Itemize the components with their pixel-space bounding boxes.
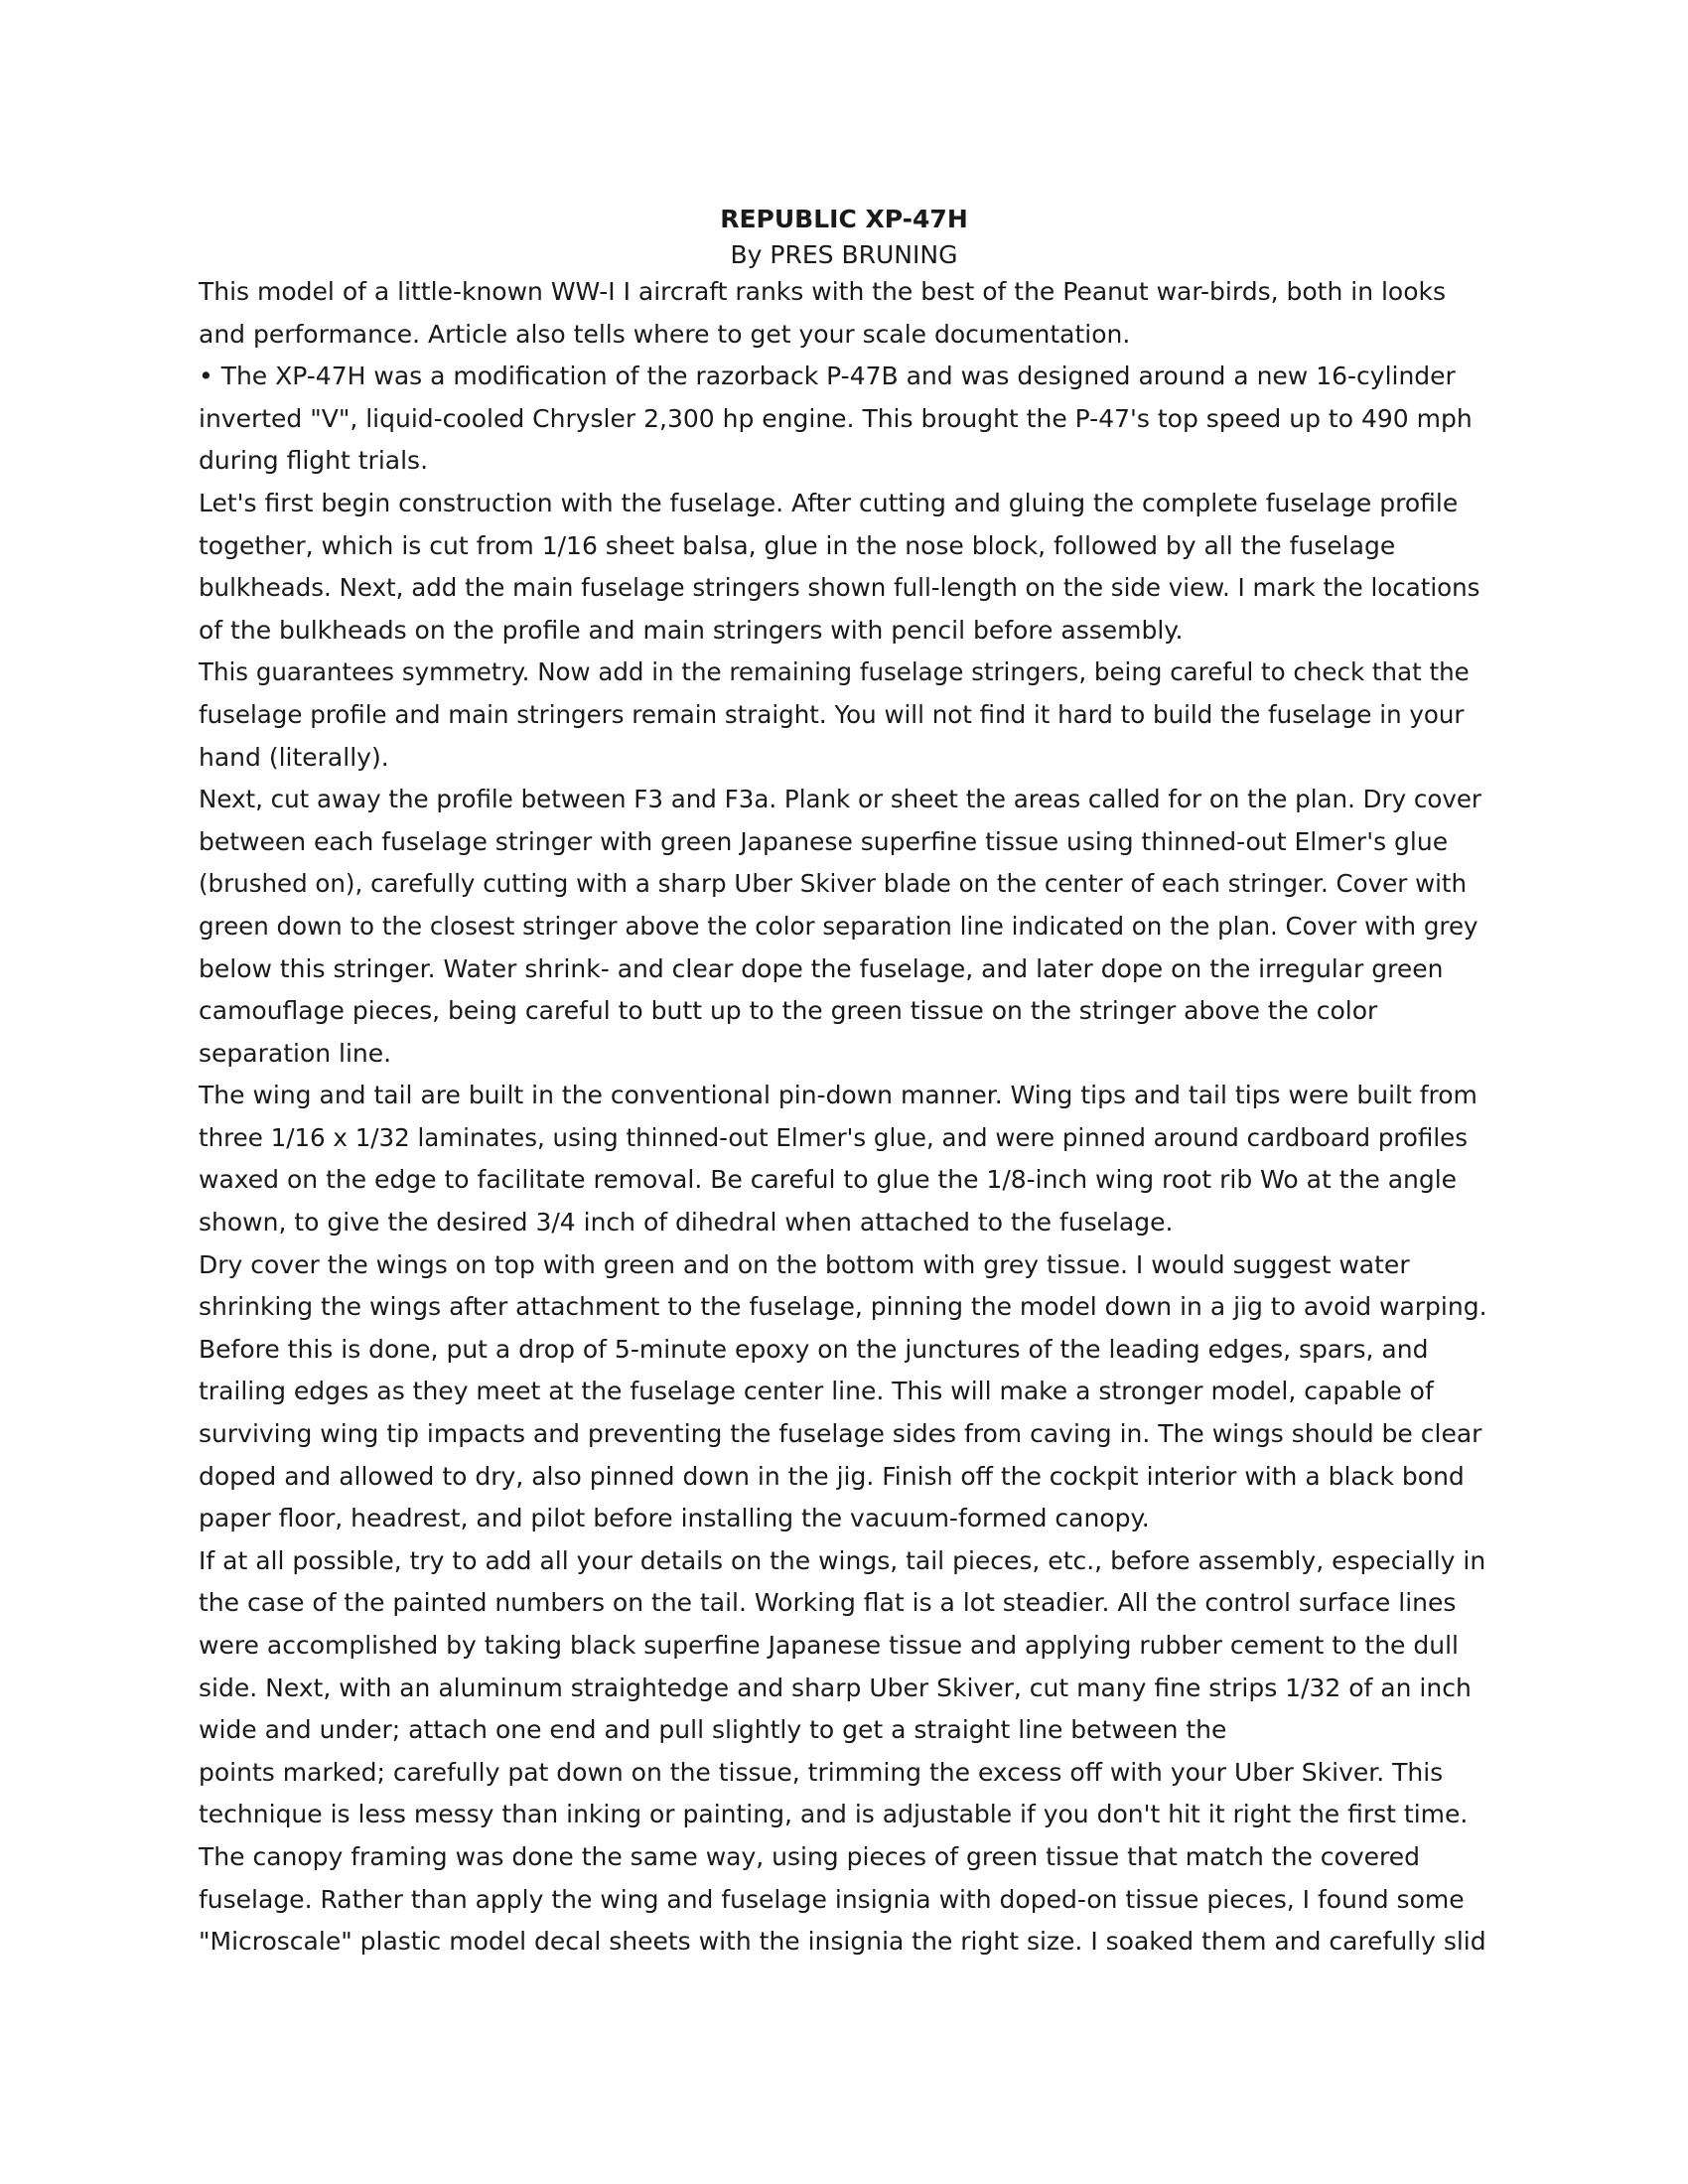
body-text-line: and performance. Article also tells where to get your scale documentation. (199, 319, 1131, 349)
body-text-line: trailing edges as they meet at the fuselage center line. This will make a stronger model, capable of (199, 1377, 1434, 1406)
body-text-line: Next, cut away the profile between F3 and F3a. Plank or sheet the areas called for on the plan. Dry cover (199, 785, 1481, 814)
body-text-line: paper floor, headrest, and pilot before installing the vacuum-formed canopy. (199, 1504, 1150, 1533)
body-text-line: hand (literally). (199, 742, 389, 772)
body-text-line: points marked; carefully pat down on the tissue, trimming the excess off with your Uber Skiver. This (199, 1757, 1444, 1787)
body-text-line: waxed on the edge to facilitate removal. Be careful to glue the 1/8-inch wing root rib Wo at the angle (199, 1165, 1458, 1195)
body-text-line: of the bulkheads on the profile and main stringers with pencil before assembly. (199, 615, 1184, 645)
body-text-line: separation line. (199, 1038, 392, 1068)
body-text-line: the case of the painted numbers on the tail. Working flat is a lot steadier. All the control surface lines (199, 1588, 1457, 1618)
body-text-line: side. Next, with an aluminum straightedge and sharp Uber Skiver, cut many fine strips 1/32 of an inch (199, 1673, 1472, 1702)
body-text-line: This model of a little-known WW-I I aircraft ranks with the best of the Peanut war-birds, both in looks (199, 277, 1447, 306)
body-text-line: Before this is done, put a drop of 5-minute epoxy on the junctures of the leading edges, spars, and (199, 1334, 1429, 1364)
body-text-line: (brushed on), carefully cutting with a sharp Uber Skiver blade on the center of each stringer. Cover with (199, 869, 1468, 899)
body-text-line: "Microscale" plastic model decal sheets with the insignia the right size. I soaked them and carefully slid (199, 1927, 1486, 1957)
body-text-line: between each fuselage stringer with green Japanese superfine tissue using thinned-out Elmer's glue (199, 826, 1449, 856)
body-text-line: fuselage profile and main stringers remain straight. You will not find it hard to build the fuselage in your (199, 699, 1465, 729)
article-body (199, 271, 1489, 1964)
body-text-line: inverted "V", liquid-cooled Chrysler 2,300 hp engine. This brought the P-47's top speed up to 490 mph (199, 403, 1473, 433)
body-text-line: shrinking the wings after attachment to the fuselage, pinning the model down in a jig to avoid warping. (199, 1292, 1487, 1322)
body-text-line: The canopy framing was done the same way, using pieces of green tissue that match the covered (199, 1841, 1420, 1871)
body-text-line: were accomplished by taking black superfine Japanese tissue and applying rubber cement to the dull (199, 1631, 1459, 1660)
body-text-line: fuselage. Rather than apply the wing and fuselage insignia with doped-on tissue pieces, I found some (199, 1884, 1465, 1914)
body-text-line: three 1/16 x 1/32 laminates, using thinned-out Elmer's glue, and were pinned around cardboard profiles (199, 1122, 1468, 1152)
body-text-line: during flight trials. (199, 446, 429, 476)
body-text-line: If at all possible, try to add all your details on the wings, tail pieces, etc., before assembly, especially in (199, 1545, 1486, 1575)
body-text-line: doped and allowed to dry, also pinned down in the jig. Finish off the cockpit interior with a black bond (199, 1461, 1465, 1491)
body-text-line: Let's first begin construction with the fuselage. After cutting and gluing the complete fuselage profile (199, 488, 1459, 517)
body-text-line: • The XP-47H was a modification of the razorback P-47B and was designed around a new 16-cylinder (199, 362, 1456, 391)
article-byline: By PRES BRUNING (730, 240, 958, 269)
body-text-line: together, which is cut from 1/16 sheet balsa, glue in the nose block, followed by all the fuselage (199, 530, 1396, 560)
body-text-line: bulkheads. Next, add the main fuselage stringers shown full-length on the side view. I mark the locations (199, 573, 1480, 603)
body-text-line: Dry cover the wings on top with green and on the bottom with grey tissue. I would suggest water (199, 1249, 1410, 1279)
body-text-line: surviving wing tip impacts and preventing the fuselage sides from caving in. The wings should be clear (199, 1419, 1482, 1449)
body-text-line: shown, to give the desired 3/4 inch of dihedral when attached to the fuselage. (199, 1208, 1174, 1238)
body-text-line: wide and under; attach one end and pull slightly to get a straight line between the (199, 1715, 1227, 1745)
body-text-line: green down to the closest stringer above the color separation line indicated on the plan. Cover with grey (199, 911, 1478, 941)
body-text-line: This guarantees symmetry. Now add in the remaining fuselage stringers, being careful to check that the (199, 657, 1470, 687)
body-text-line: technique is less messy than inking or painting, and is adjustable if you don't hit it right the first time. (199, 1800, 1469, 1829)
body-text-line: below this stringer. Water shrink- and clear dope the fuselage, and later dope on the irregular green (199, 953, 1444, 983)
article-title: REPUBLIC XP-47H (720, 205, 968, 233)
body-text-line: camouflage pieces, being careful to butt up to the green tissue on the stringer above the color (199, 996, 1378, 1026)
document-page (199, 204, 1489, 1964)
body-text-line: The wing and tail are built in the conventional pin-down manner. Wing tips and tail tips were built from (199, 1081, 1477, 1110)
